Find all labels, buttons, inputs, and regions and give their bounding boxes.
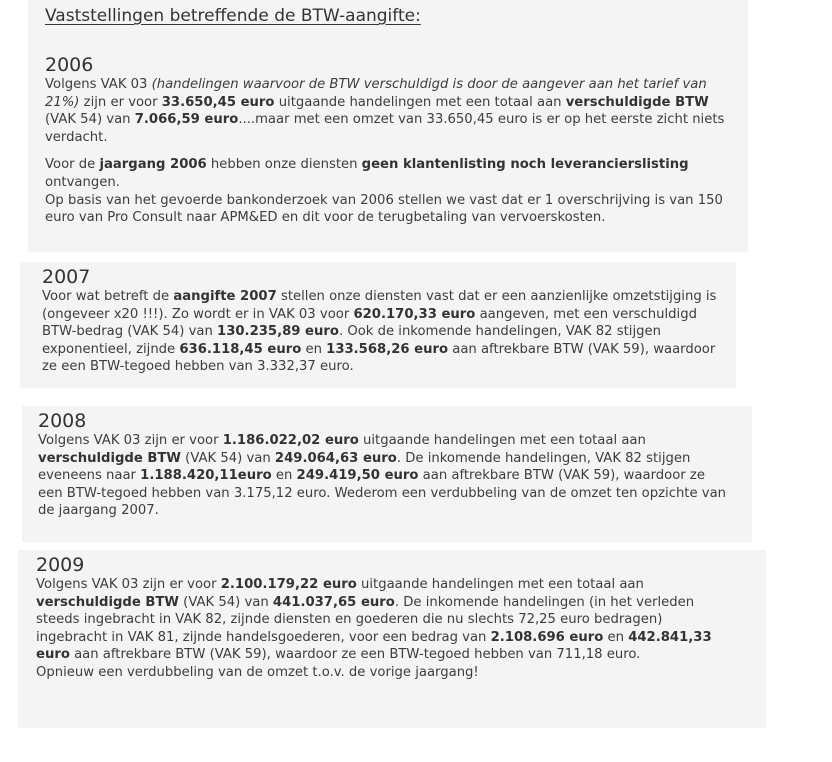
paragraph-listing-2006: Voor de jaargang 2006 hebben onze diensten geen klantenlisting noch leverancierslisting ontvangen. [45, 157, 689, 190]
year-heading: 2009 [36, 554, 85, 576]
page-title: Vaststellingen betreffende de BTW-aangifte: [45, 6, 421, 26]
paragraph-conclusion-2009: Opnieuw een verdubbeling van de omzet t.o.v. de vorige jaargang! [36, 664, 479, 680]
paragraph-2008: Volgens VAK 03 zijn er voor 1.186.022,02 euro uitgaande handelingen met een totaal aan verschuldigde BTW (VAK 54) van 249.064,63 euro. De inkomende handelingen, VAK 82 stijgen eveneens naar 1.188.420,11euro en 249.419,50 euro aan aftrekbare BTW (VAK 59), waardoor ze een BTW-tegoed hebben van 3.175,12 euro. Wederom een verdubbeling van de omzet ten opzichte van de jaargang 2007. [38, 433, 727, 519]
year-heading: 2006 [45, 54, 94, 76]
paragraph-2007: Voor wat betreft de aangifte 2007 stellen onze diensten vast dat er een aanzienlijke omzetstijging is (ongeveer x20 !!!). Zo wordt er in VAK 03 voor 620.170,33 euro aangeven, met een verschuldigd BTW-bedrag (VAK 54) van 130.235,89 euro. Ook de inkomende handelingen, VAK 82 stijgen exponentieel, zijnde 636.118,45 euro en 133.568,26 euro aan aftrekbare BTW (VAK 59), waardoor ze een BTW-tegoed hebben van 3.332,37 euro. [42, 289, 717, 375]
paragraph-2009: Volgens VAK 03 zijn er voor 2.100.179,22 euro uitgaande handelingen met een totaal aan verschuldigde BTW (VAK 54) van 441.037,65 euro. De inkomende handelingen (in het verleden steeds ingebracht in VAK 82, zijnde diensten en goederen die nu slechts 72,25 euro bedragen) ingebracht in VAK 81, zijnde handelsgoederen, voor een bedrag van 2.108.696 euro en 442.841,33 euro aan aftrekbare BTW (VAK 59), waardoor ze een BTW-tegoed hebben van 711,18 euro. [36, 577, 712, 663]
paragraph-bank-2006: Op basis van het gevoerde bankonderzoek van 2006 stellen we vast dat er 1 overschrijving is van 150 euro van Pro Consult naar APM&ED en dit voor de terugbetaling van vervoerskosten. [45, 192, 723, 226]
year-heading: 2008 [38, 410, 87, 432]
year-heading: 2007 [42, 266, 91, 288]
section-2008 [38, 410, 733, 520]
paragraph-vak03-2006: Volgens VAK 03 (handelingen waarvoor de BTW verschuldigd is door de aangever aan het tarief van 21%) zijn er voor 33.650,45 euro uitgaande handelingen met een totaal aan verschuldigde BTW (VAK 54) van 7.066,59 euro....maar met een omzet van 33.650,45 euro is er op het eerste zicht niets verdacht. [45, 77, 725, 145]
section-2006 [45, 54, 740, 227]
section-2009 [36, 554, 736, 682]
section-2007 [42, 266, 732, 376]
